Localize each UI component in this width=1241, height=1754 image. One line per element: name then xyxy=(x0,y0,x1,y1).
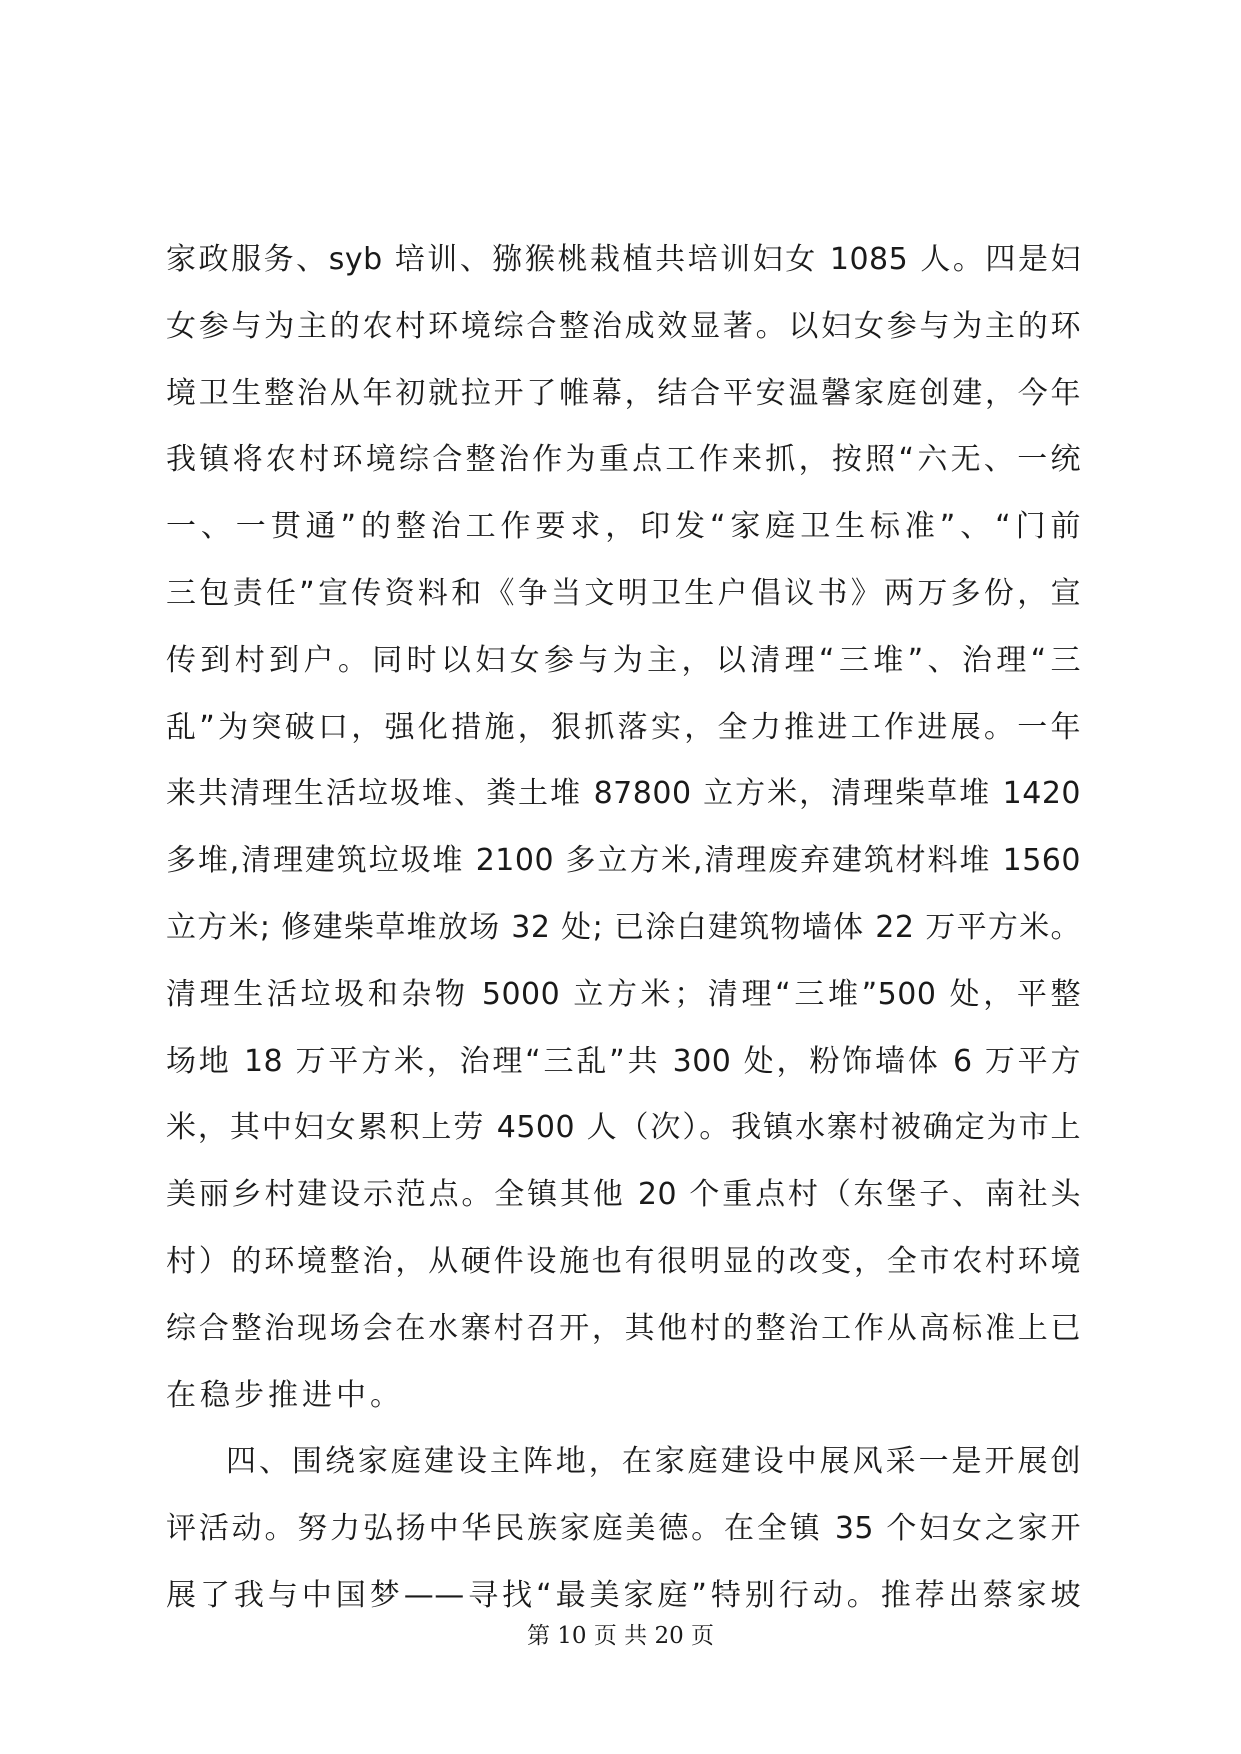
text-line: 评活动。努力弘扬中华民族家庭美德。在全镇 35 个妇女之家开 xyxy=(166,1511,1081,1547)
text-line: 清理生活垃圾和杂物 5000 立方米；清理“三堆”500 处，平整 xyxy=(166,976,1081,1012)
text-line: 多堆,清理建筑垃圾堆 2100 多立方米,清理废弃建筑材料堆 1560 xyxy=(166,843,1081,879)
text-line: 场地 18 万平方米，治理“三乱”共 300 处，粉饰墙体 6 万平方 xyxy=(166,1043,1081,1079)
text-line: 村）的环境整治，从硬件设施也有很明显的改变，全市农村环境 xyxy=(166,1243,1081,1279)
text-line: 女参与为主的农村环境综合整治成效显著。以妇女参与为主的环 xyxy=(166,308,1081,344)
document-body xyxy=(166,227,1081,1630)
text-line: 家政服务、syb 培训、猕猴桃栽植共培训妇女 1085 人。四是妇 xyxy=(166,242,1081,277)
text-line: 三包责任”宣传资料和《争当文明卫生户倡议书》两万多份，宣 xyxy=(166,575,1081,611)
paragraph-end-line: 在稳步推进中。 xyxy=(166,1377,404,1413)
page-number-footer: 第 10 页 共 20 页 xyxy=(526,1623,715,1649)
text-line: 展了我与中国梦——寻找“最美家庭”特别行动。推荐出蔡家坡 xyxy=(166,1577,1081,1613)
text-line: 米，其中妇女累积上劳 4500 人（次）。我镇水寨村被确定为市上 xyxy=(166,1110,1081,1146)
text-line: 一、一贯通”的整治工作要求，印发“家庭卫生标准”、“门前 xyxy=(166,509,1081,545)
text-line: 乱”为突破口，强化措施，狠抓落实，全力推进工作进展。一年 xyxy=(166,709,1081,745)
text-line: 美丽乡村建设示范点。全镇其他 20 个重点村（东堡子、南社头 xyxy=(166,1177,1081,1213)
text-line: 传到村到户。同时以妇女参与为主，以清理“三堆”、治理“三 xyxy=(166,642,1081,678)
text-line: 立方米; 修建柴草堆放场 32 处; 已涂白建筑物墙体 22 万平方米。 xyxy=(166,909,1081,945)
text-line: 我镇将农村环境综合整治作为重点工作来抓，按照“六无、一统 xyxy=(166,442,1081,478)
section-heading-line: 四、围绕家庭建设主阵地，在家庭建设中展风采一是开展创 xyxy=(226,1444,1081,1480)
text-line: 来共清理生活垃圾堆、粪土堆 87800 立方米，清理柴草堆 1420 xyxy=(166,776,1081,812)
text-line: 综合整治现场会在水寨村召开，其他村的整治工作从高标准上已 xyxy=(166,1310,1081,1346)
text-line: 境卫生整治从年初就拉开了帷幕，结合平安温馨家庭创建，今年 xyxy=(166,375,1081,411)
